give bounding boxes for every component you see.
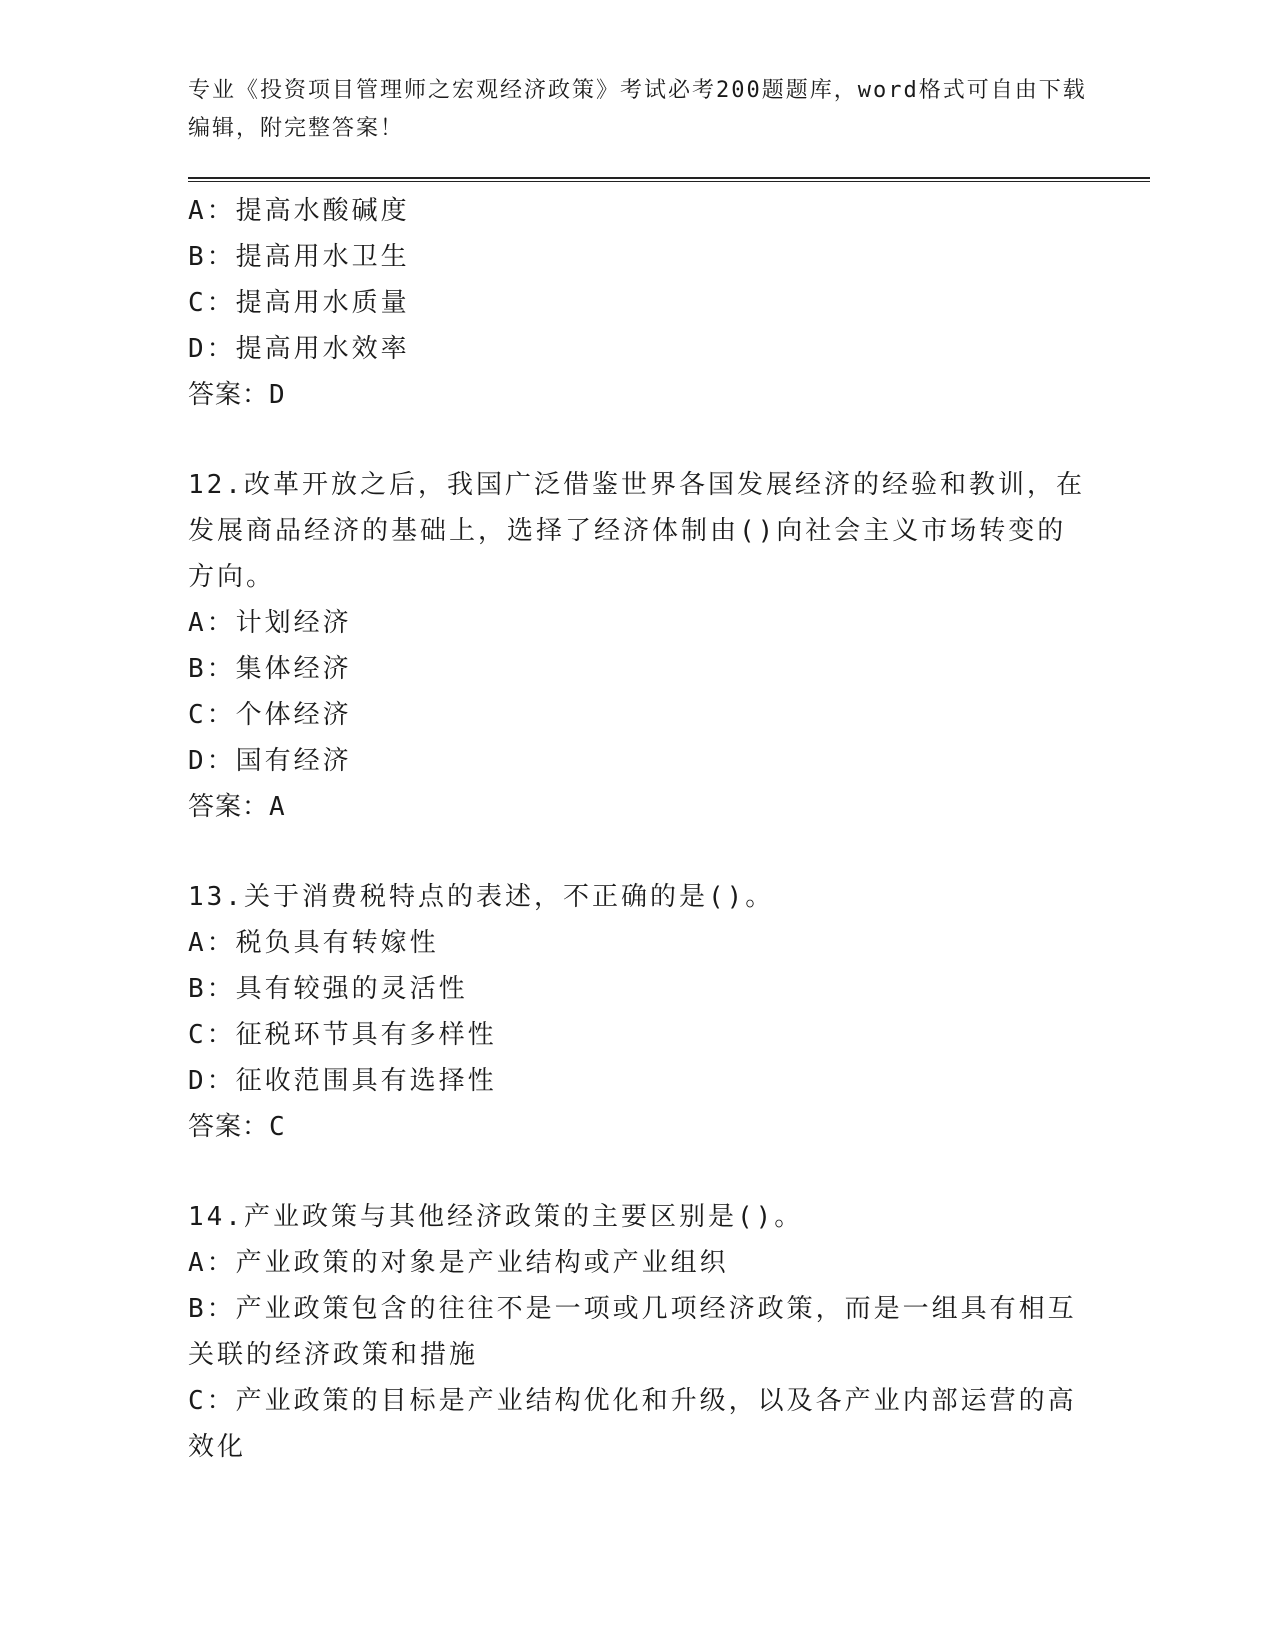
question-12	[188, 462, 1088, 830]
option-c: C：提高用水质量	[188, 288, 410, 318]
option-c: C：产业政策的目标是产业结构优化和升级，以及各产业内部运营的高效化	[188, 1386, 1077, 1462]
option-a: A：产业政策的对象是产业结构或产业组织	[188, 1248, 729, 1278]
option-b: B：集体经济	[188, 654, 352, 684]
answer-label: 答案：	[188, 1112, 270, 1142]
answer-line	[188, 1104, 1088, 1150]
document-header: 专业《投资项目管理师之宏观经济政策》考试必考200题题库，word格式可自由下载编辑，附完整答案！	[188, 78, 1087, 141]
option-b: B：提高用水卫生	[188, 242, 410, 272]
answer-line	[188, 784, 1088, 830]
question-stem: 12.改革开放之后，我国广泛借鉴世界各国发展经济的经验和教训，在发展商品经济的基础上，选择了经济体制由()向社会主义市场转变的方向。	[188, 470, 1085, 592]
answer-value: C	[269, 1112, 286, 1142]
document-body	[188, 188, 1088, 1470]
option-a: A：税负具有转嫁性	[188, 928, 439, 958]
answer-label: 答案：	[188, 792, 270, 822]
option-b: B：具有较强的灵活性	[188, 974, 468, 1004]
option-d: D：征收范围具有选择性	[188, 1066, 497, 1096]
question-stem: 13.关于消费税特点的表述，不正确的是()。	[188, 882, 775, 912]
answer-value: A	[269, 792, 286, 822]
option-b: B：产业政策包含的往往不是一项或几项经济政策，而是一组具有相互关联的经济政策和措施	[188, 1294, 1077, 1370]
option-a: A：提高水酸碱度	[188, 196, 410, 226]
question-stem: 14.产业政策与其他经济政策的主要区别是()。	[188, 1202, 804, 1232]
header-divider	[188, 177, 1150, 182]
option-d: D：提高用水效率	[188, 334, 410, 364]
question-14	[188, 1194, 1088, 1470]
question-13	[188, 874, 1088, 1150]
answer-label: 答案：	[188, 380, 270, 410]
option-d: D：国有经济	[188, 746, 352, 776]
answer-line	[188, 372, 1088, 418]
answer-value: D	[269, 380, 286, 410]
question-11	[188, 188, 1088, 418]
option-a: A：计划经济	[188, 608, 352, 638]
option-c: C：个体经济	[188, 700, 352, 730]
option-c: C：征税环节具有多样性	[188, 1020, 497, 1050]
